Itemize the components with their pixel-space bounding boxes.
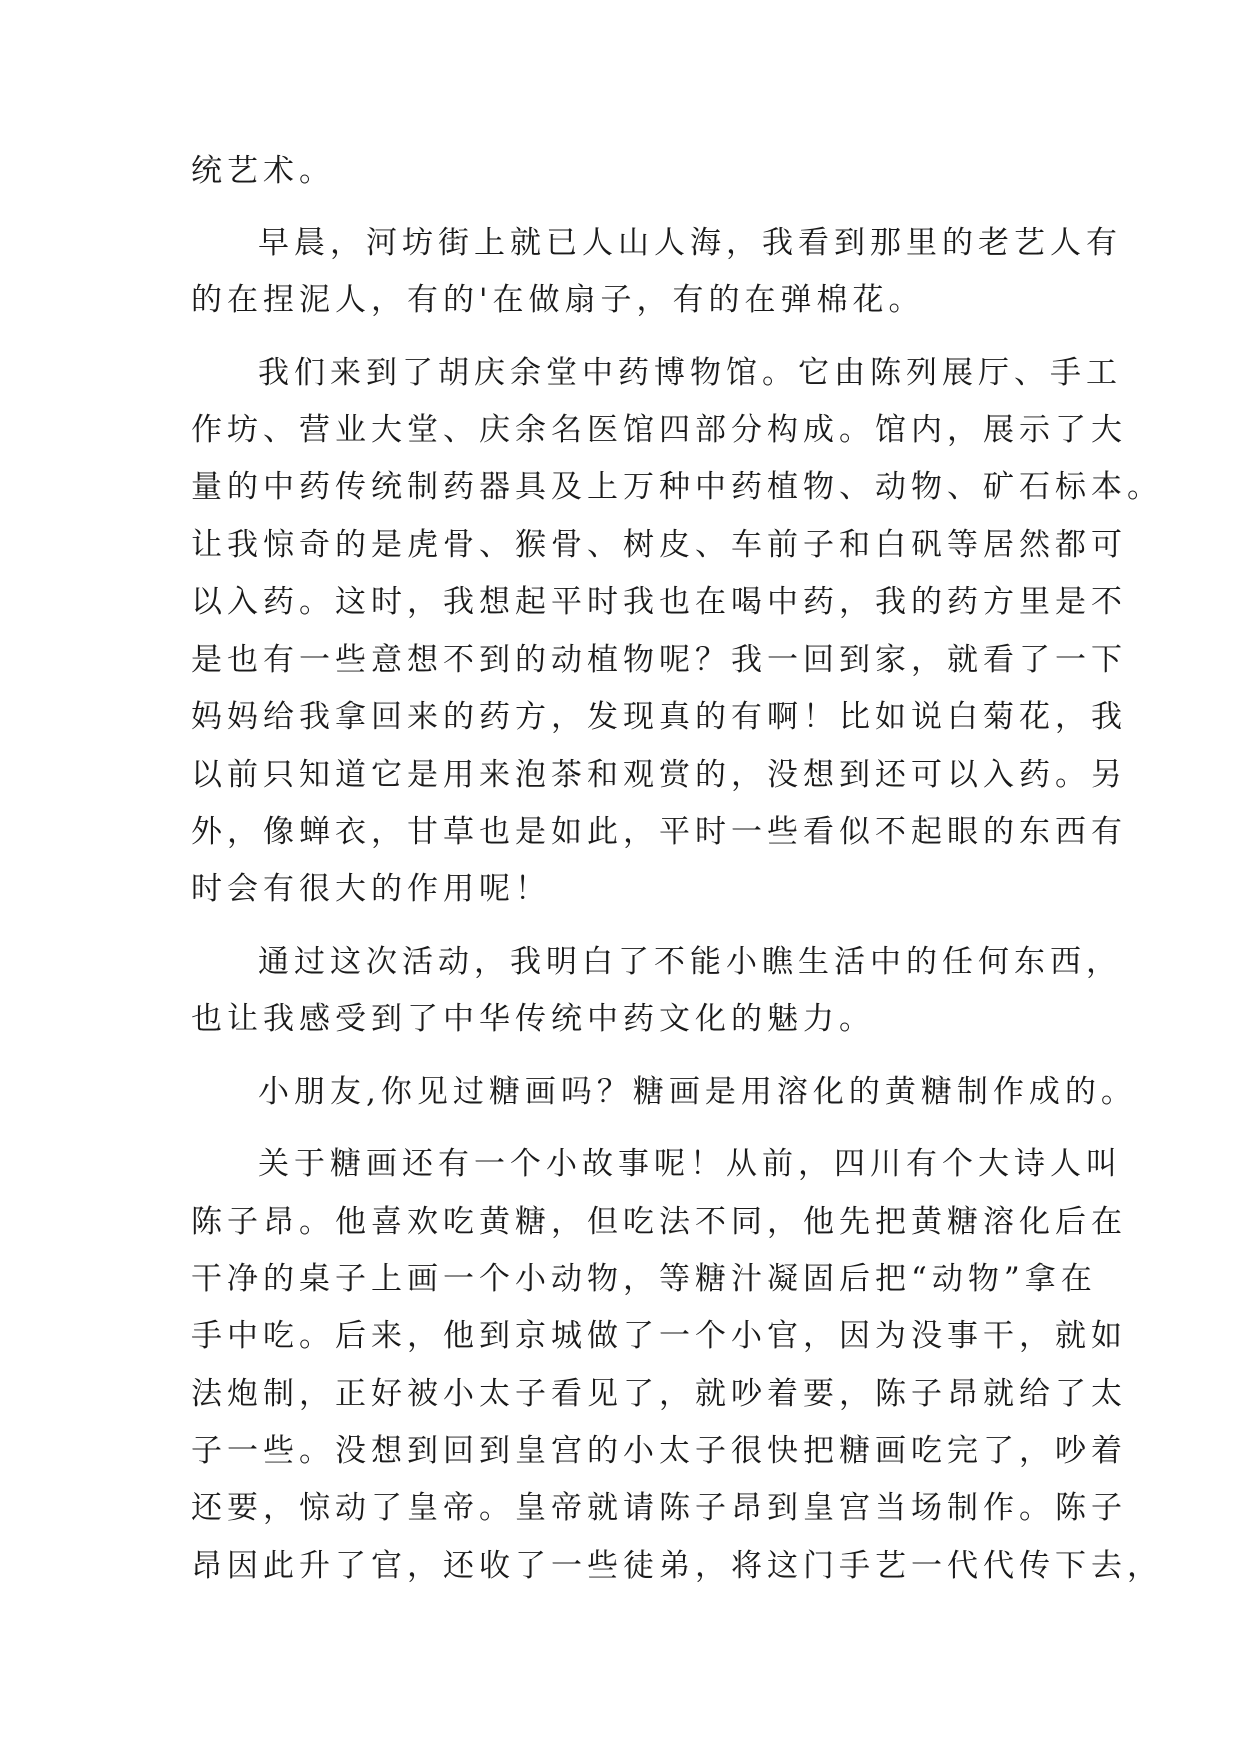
text-line: 也让我感受到了中华传统中药文化的魅力。 [191, 1001, 875, 1037]
text-line: 法炮制，正好被小太子看见了，就吵着要，陈子昂就给了太 [191, 1376, 1127, 1412]
text-line: 统艺术。 [191, 153, 335, 189]
text-line: 关于糖画还有一个小故事呢！从前，四川有个大诗人叫 [258, 1146, 1122, 1182]
text-line: 的在捏泥人，有的'在做扇子，有的在弹棉花。 [191, 282, 925, 318]
text-line: 妈妈给我拿回来的药方，发现真的有啊！比如说白菊花，我 [191, 699, 1127, 735]
text-line: 昂因此升了官，还收了一些徒弟，将这门手艺一代代传下去， [191, 1548, 1163, 1584]
text-line: 是也有一些意想不到的动植物呢？我一回到家，就看了一下 [191, 642, 1127, 678]
text-line: 我们来到了胡庆余堂中药博物馆。它由陈列展厅、手工 [258, 355, 1122, 391]
text-line: 外，像蝉衣，甘草也是如此，平时一些看似不起眼的东西有 [191, 814, 1127, 850]
text-line: 手中吃。后来，他到京城做了一个小官，因为没事干，就如 [191, 1318, 1127, 1354]
text-line: 量的中药传统制药器具及上万种中药植物、动物、矿石标本。 [191, 469, 1163, 505]
text-line: 干净的桌子上画一个小动物，等糖汁凝固后把“动物”拿在 [191, 1261, 1097, 1297]
text-line: 作坊、营业大堂、庆余名医馆四部分构成。馆内，展示了大 [191, 412, 1127, 448]
text-line: 早晨，河坊街上就已人山人海，我看到那里的老艺人有 [258, 225, 1122, 261]
text-line: 让我惊奇的是虎骨、猴骨、树皮、车前子和白矾等居然都可 [191, 527, 1127, 563]
text-line: 还要，惊动了皇帝。皇帝就请陈子昂到皇宫当场制作。陈子 [191, 1490, 1127, 1526]
text-line: 时会有很大的作用呢！ [191, 871, 551, 907]
text-line: 通过这次活动，我明白了不能小瞧生活中的任何东西， [258, 944, 1122, 980]
text-line: 子一些。没想到回到皇宫的小太子很快把糖画吃完了，吵着 [191, 1433, 1127, 1469]
text-line: 以入药。这时，我想起平时我也在喝中药，我的药方里是不 [191, 584, 1127, 620]
text-line: 小朋友,你见过糖画吗？糖画是用溶化的黄糖制作成的。 [258, 1074, 1137, 1110]
text-line: 陈子昂。他喜欢吃黄糖，但吃法不同，他先把黄糖溶化后在 [191, 1204, 1127, 1240]
text-line: 以前只知道它是用来泡茶和观赏的，没想到还可以入药。另 [191, 757, 1127, 793]
